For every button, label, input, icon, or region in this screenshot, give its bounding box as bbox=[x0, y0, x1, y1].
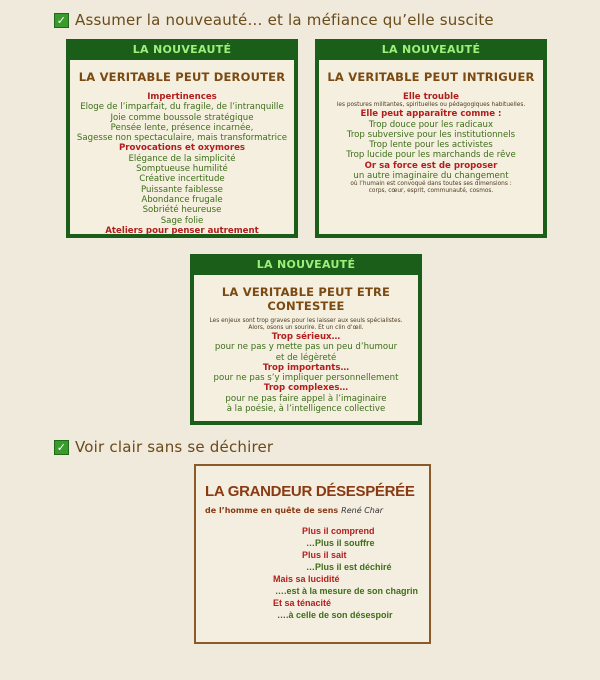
card-line: Trop sérieux… bbox=[271, 332, 341, 342]
card-line: Trop complexes… bbox=[263, 383, 349, 394]
card-body bbox=[319, 60, 543, 234]
card-line: Trop importants… bbox=[262, 362, 350, 373]
card-line: Trop subversive pour les institutionnels bbox=[346, 129, 516, 140]
card-title: LA VERITABLE PEUT ETRE CONTESTEE bbox=[221, 285, 391, 313]
grandeur-box bbox=[194, 464, 431, 644]
checkbox-checked-icon: ✓ bbox=[54, 440, 69, 455]
card-intrigue bbox=[315, 39, 547, 238]
card-body bbox=[70, 60, 294, 234]
card-line: Ateliers pour penser autrement bbox=[105, 225, 259, 234]
card-line: Abondance frugale bbox=[141, 194, 223, 205]
card-line: Elle peut apparaître comme : bbox=[360, 109, 502, 120]
card-line: Or sa force est de proposer bbox=[364, 160, 498, 171]
card-line: pour ne pas faire appel à l’imaginaire bbox=[225, 393, 387, 404]
poem-line: …Plus il souffre bbox=[306, 538, 375, 548]
poem-line: ….est à la mesure de son chagrin bbox=[275, 586, 419, 596]
card-line: et de légèreté bbox=[275, 352, 337, 363]
card-lines bbox=[198, 318, 414, 414]
card-line: Sobriété heureuse bbox=[142, 205, 222, 216]
card-line: un autre imaginaire du changement bbox=[353, 171, 509, 182]
card-body bbox=[194, 275, 418, 421]
card-header: LA NOUVEAUTÉ bbox=[256, 258, 356, 271]
card-line: Trop lucide pour les marchands de rêve bbox=[346, 150, 516, 161]
card-line: Eloge de l’imparfait, du fragile, de l’intranquille bbox=[80, 102, 284, 113]
card-line: pour ne pas s’y impliquer personnellement bbox=[213, 373, 399, 384]
card-line: les postures militantes, spirituelles ou pédagogiques habituelles. bbox=[336, 102, 526, 109]
card-line: Pensée lente, présence incarnée, bbox=[110, 122, 254, 133]
section-heading-2-text: Voir clair sans se déchirer bbox=[75, 438, 274, 456]
card-line: Joie comme boussole stratégique bbox=[110, 112, 254, 123]
card-line: corps, cœur, esprit, communauté, cosmos. bbox=[368, 188, 494, 195]
card-lines bbox=[323, 92, 539, 195]
card-line: Impertinences bbox=[147, 92, 217, 102]
checkbox-checked-icon: ✓ bbox=[54, 13, 69, 28]
poem-line: ….à celle de son désespoir bbox=[277, 610, 393, 620]
card-line: à la poésie, à l’intelligence collective bbox=[226, 404, 386, 415]
card-line: Créative incertitude bbox=[139, 174, 225, 185]
card-header: LA NOUVEAUTÉ bbox=[381, 43, 481, 56]
card-lines bbox=[74, 92, 290, 234]
poem-line: Plus il comprend bbox=[302, 526, 375, 536]
grandeur-title: LA GRANDEUR DÉSESPÉRÉE bbox=[205, 483, 415, 500]
poem-line: Et sa ténacité bbox=[273, 598, 332, 608]
card-line: Trop douce pour les radicaux bbox=[368, 119, 494, 130]
card-line: Elle trouble bbox=[403, 92, 459, 102]
poem-line: Plus il sait bbox=[302, 550, 347, 560]
card-line: Sage folie bbox=[160, 215, 204, 226]
card-line: pour ne pas y mette pas un peu d’humour bbox=[214, 342, 398, 353]
card-line: Sagesse non spectaculaire, mais transformatrice bbox=[76, 133, 288, 144]
poem-line: …Plus il est déchiré bbox=[306, 562, 392, 572]
section-heading-1 bbox=[54, 11, 494, 29]
card-title: LA VERITABLE PEUT DEROUTER bbox=[78, 70, 286, 84]
card-line: Puissante faiblesse bbox=[141, 184, 223, 195]
card-line: Provocations et oxymores bbox=[118, 143, 246, 154]
card-line: Elégance de la simplicité bbox=[128, 153, 236, 164]
card-contestee bbox=[190, 254, 422, 425]
card-line: où l’humain est convoqué dans toutes ses dimensions : bbox=[350, 181, 512, 188]
section-heading-2 bbox=[54, 438, 273, 456]
card-deroute bbox=[66, 39, 298, 238]
grandeur-subtitle-text: de l’homme en quête de sens bbox=[205, 506, 339, 515]
card-line: Trop lente pour les activistes bbox=[369, 140, 493, 151]
card-line: Alors, osons un sourire. Et un clin d’œil. bbox=[248, 325, 364, 331]
card-header: LA NOUVEAUTÉ bbox=[132, 43, 232, 56]
grandeur-subtitle bbox=[205, 506, 383, 515]
grandeur-author: René Char bbox=[341, 506, 384, 515]
card-title: LA VERITABLE PEUT INTRIGUER bbox=[327, 70, 535, 84]
section-heading-1-text: Assumer la nouveauté… et la méfiance qu’elle suscite bbox=[75, 11, 494, 29]
card-line: Somptueuse humilité bbox=[136, 164, 228, 175]
poem-line: Mais sa lucidité bbox=[273, 574, 340, 584]
card-line: Les enjeux sont trop graves pour les laisser aux seuls spécialistes. bbox=[209, 318, 403, 324]
